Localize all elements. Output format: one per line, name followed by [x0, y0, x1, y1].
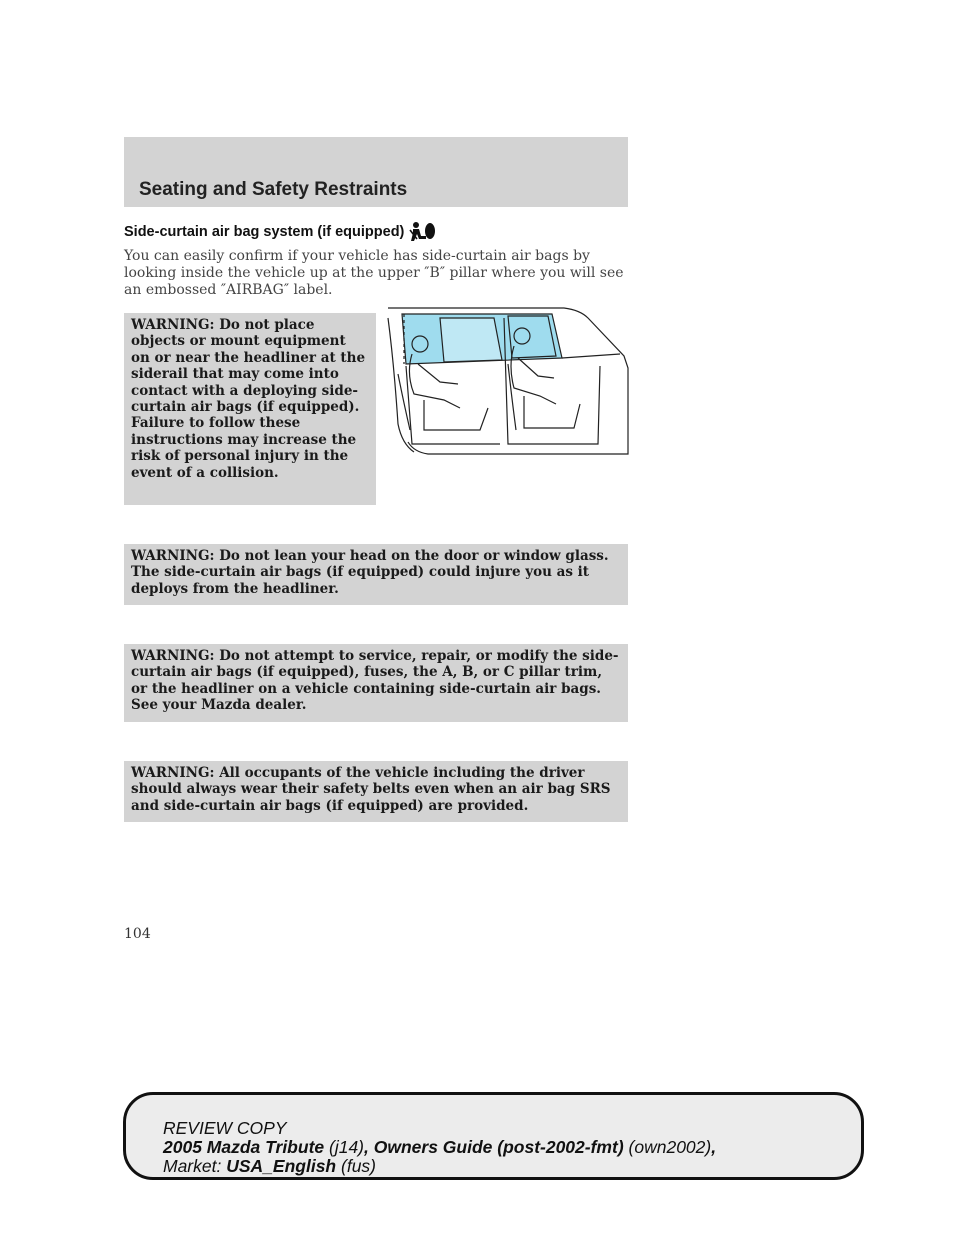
guide-name: Owners Guide (post-2002-fmt) [373, 1137, 624, 1157]
page-number: 104 [124, 926, 151, 942]
airbag-warning-icon [408, 221, 436, 243]
warning-box-headliner: WARNING: Do not place objects or mount equipment on or near the headliner at the siderail that may come into contact with a deploying side-curtain air bags (if equipped). Failure to follow these instructions may increase the risk of personal injury in the event of a collision. [124, 313, 376, 505]
review-copy-label: REVIEW COPY [163, 1118, 287, 1138]
warning-box-lean-head: WARNING: Do not lean your head on the door or window glass. The side-curtain air bags (if equipped) could injure you as it deploys from the headliner. [124, 544, 628, 605]
subheading [124, 221, 436, 243]
market-code: (fus) [341, 1156, 376, 1176]
warning-box-safety-belts: WARNING: All occupants of the vehicle including the driver should always wear their safety belts even when an air bag SRS and side-curtain air bags (if equipped) are provided. [124, 761, 628, 822]
model-code: (j14) [329, 1137, 365, 1157]
trailing-comma: , [711, 1137, 717, 1157]
market-name: USA_English [226, 1156, 337, 1176]
subheading-text: Side-curtain air bag system (if equipped) [124, 224, 405, 240]
review-copy-footer [123, 1092, 864, 1180]
model-name: 2005 Mazda Tribute [163, 1137, 325, 1157]
guide-separator: , [364, 1137, 374, 1157]
vehicle-side-curtain-airbag-illustration [384, 304, 632, 456]
section-header [124, 137, 628, 207]
market-label: Market: [163, 1156, 222, 1176]
guide-code: (own2002) [628, 1137, 712, 1157]
review-text [163, 1119, 716, 1176]
warning-box-service: WARNING: Do not attempt to service, repair, or modify the side-curtain air bags (if equipped), fuses, the A, B, or C pillar trim, or the headliner on a vehicle containing side-curtain air bags. See your Mazda dealer. [124, 644, 628, 722]
review-market-line [163, 1157, 716, 1176]
review-model-line [163, 1138, 716, 1157]
intro-paragraph: You can easily confirm if your vehicle has side-curtain air bags by looking inside the vehicle up at the upper ″B″ pillar where you will see an embossed ″AIRBAG″ label. [124, 248, 624, 298]
section-title: Seating and Safety Restraints [139, 179, 408, 200]
